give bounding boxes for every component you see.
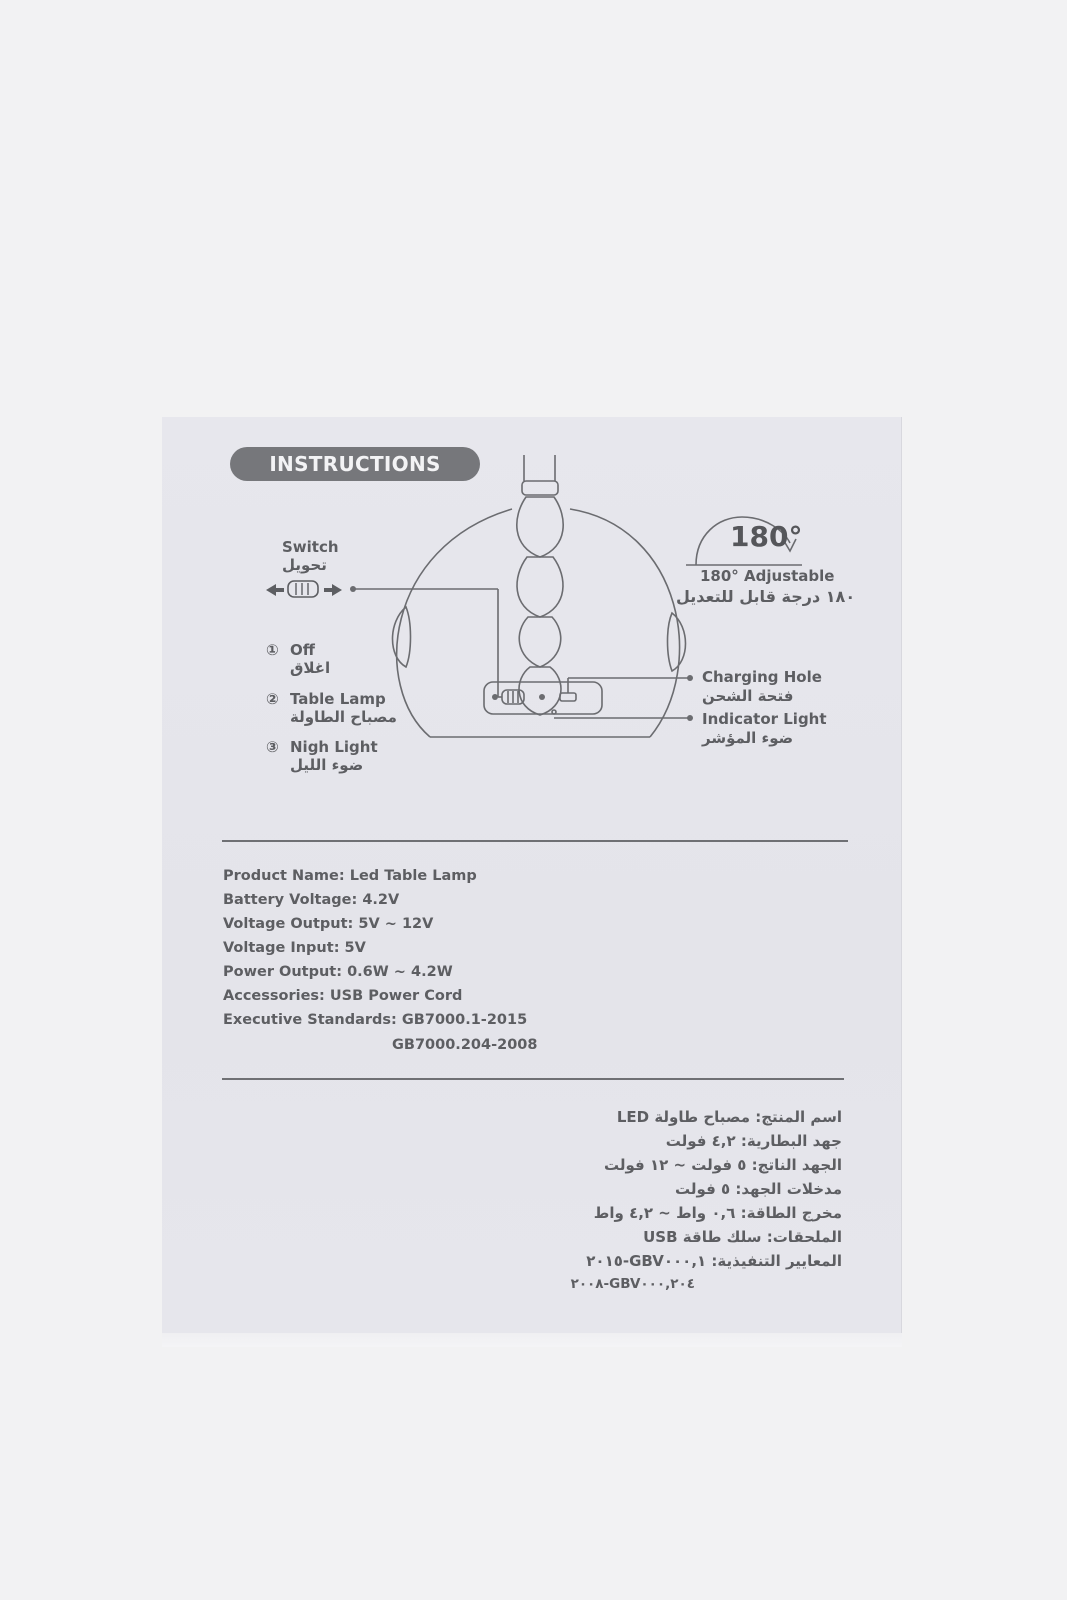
spec-en-voltage-input: Voltage Input: 5V: [223, 940, 366, 956]
mode-1-ar: اغلاق: [290, 659, 331, 677]
spec-en-voltage-output: Voltage Output: 5V ~ 12V: [223, 916, 434, 932]
rotate-degree: 180°: [730, 520, 803, 553]
neck-cap: [522, 481, 558, 495]
spec-en-accessories: Accessories: USB Power Cord: [223, 988, 463, 1004]
spec-ar-product-name: اسم المنتج: مصباح طاولة LED: [616, 1108, 842, 1126]
spec-ar-battery-voltage: جهد البطارية: ٤,٢ فولت: [665, 1132, 842, 1150]
switch-icon-group: [266, 581, 342, 597]
dome-right: [570, 509, 680, 737]
spec-en-standards-2: GB7000.204-2008: [392, 1037, 538, 1053]
mode-3-num: ③: [266, 738, 279, 756]
lamp-diagram: [162, 417, 902, 817]
spec-ar-voltage-input: مدخلات الجهد: ٥ فولت: [675, 1180, 842, 1198]
mode-3-ar: ضوء الليل: [290, 756, 364, 774]
divider-top: [222, 840, 848, 842]
adjust-label-en: 180° Adjustable: [700, 567, 835, 585]
switch-slider-icon: [288, 581, 318, 597]
adjust-label-ar: ١٨٠ درجة قابل للتعديل: [676, 587, 856, 606]
spec-en-standards: Executive Standards: GB7000.1-2015: [223, 1012, 528, 1028]
charging-port: [560, 693, 576, 701]
arrow-left-icon: [266, 584, 276, 596]
neck-segment-1: [517, 497, 563, 557]
mode-1-en: Off: [290, 641, 315, 659]
divider-bottom: [222, 1078, 844, 1080]
side-light-right: [668, 613, 686, 671]
charging-hole-en: Charging Hole: [702, 668, 822, 686]
neck-segment-3: [519, 617, 560, 667]
mode-2-num: ②: [266, 690, 279, 708]
charging-hole-ar: فتحة الشحن: [702, 687, 794, 705]
mode-2-en: Table Lamp: [290, 690, 386, 708]
arrow-right-icon: [332, 584, 342, 596]
spec-en-product-name: Product Name: Led Table Lamp: [223, 868, 477, 884]
neck-segment-4: [519, 667, 561, 715]
spec-en-power-output: Power Output: 0.6W ~ 4.2W: [223, 964, 453, 980]
neck-segment-2: [517, 557, 563, 617]
mode-2-ar: مصباح الطاولة: [290, 708, 397, 726]
spec-ar-standards-2: GBV٠٠٠,٢٠٤-٢٠٠٨: [570, 1276, 695, 1292]
switch-label-en: Switch: [282, 538, 339, 556]
switch-label-ar: تحويل: [282, 556, 327, 574]
spec-ar-power-output: مخرج الطاقة: ٠,٦ واط ~ ٤,٢ واط: [593, 1204, 842, 1222]
spec-ar-accessories: الملحقات: سلك طاقة USB: [643, 1228, 842, 1246]
dome-left: [397, 509, 512, 737]
spec-en-battery-voltage: Battery Voltage: 4.2V: [223, 892, 400, 908]
box-edge: [162, 1333, 902, 1347]
indicator-led: [552, 710, 556, 714]
mode-3-en: Nigh Light: [290, 738, 378, 756]
spec-ar-voltage-output: الجهد الناتج: ٥ فولت ~ ١٢ فولت: [604, 1156, 842, 1174]
spec-ar-standards: المعايير التنفيذية: GBV٠٠٠,١-٢٠١٥: [586, 1252, 842, 1270]
indicator-light-en: Indicator Light: [702, 710, 827, 728]
mode-1-num: ①: [266, 641, 279, 659]
indicator-light-ar: ضوء المؤشر: [702, 729, 794, 747]
instructions-header: INSTRUCTIONS: [230, 447, 480, 481]
